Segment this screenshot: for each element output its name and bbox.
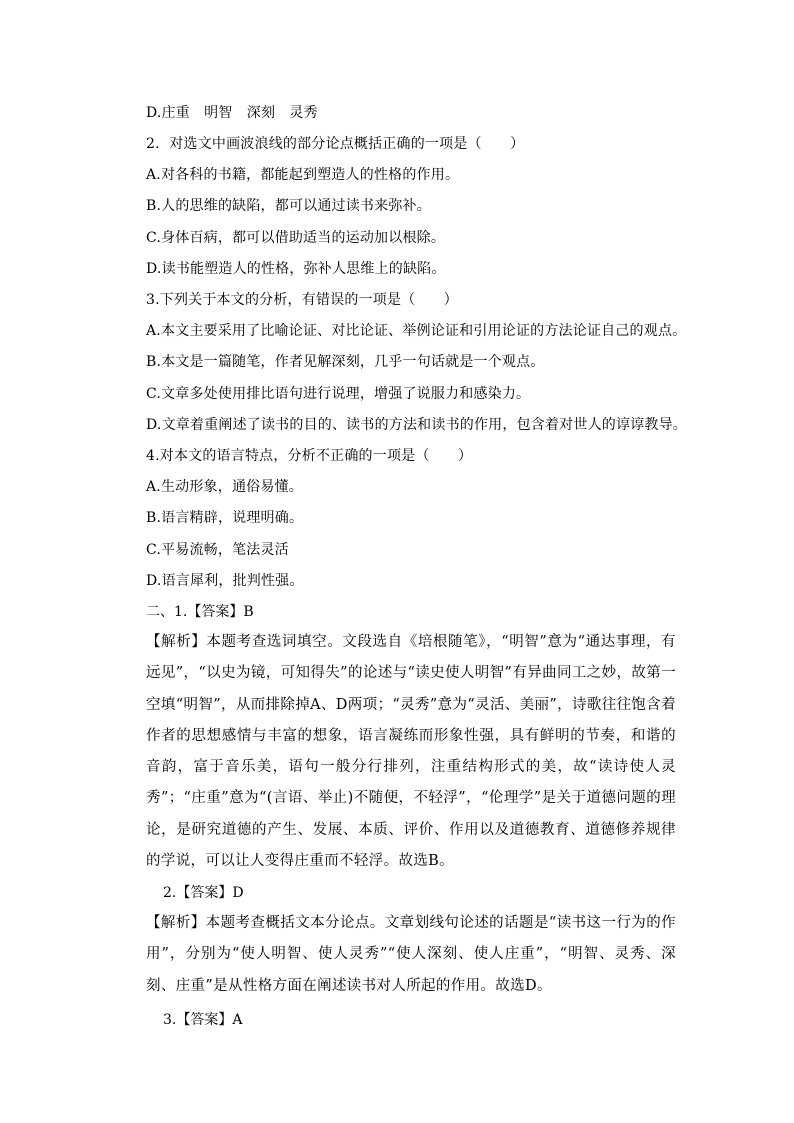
q2-stem: 2．对选文中画波浪线的部分论点概括正确的一项是（ ） [146, 136, 525, 152]
q3-stem: 3.下列关于本文的分析，有错误的一项是（ ） [146, 292, 458, 308]
q4-option-c: C.平易流畅，笔法灵活 [146, 542, 289, 558]
q4-stem: 4.对本文的语言特点，分析不正确的一项是（ ） [146, 448, 473, 464]
q1-option-d: D.庄重 明智 深刻 灵秀 [146, 105, 318, 121]
q2-option-a: A.对各科的书籍，都能起到塑造人的性格的作用。 [146, 167, 460, 183]
q3-option-d: D.文章着重阐述了读书的目的、读书的方法和读书的作用，包含着对世人的谆谆教导。 [146, 417, 687, 433]
q4-option-b: B.语言精辟，说理明确。 [146, 510, 304, 526]
answer-2-label: 2.【答案】D [163, 885, 244, 901]
answer-3-label: 3.【答案】A [163, 1012, 243, 1028]
q2-option-d: D.读书能塑造人的性格，弥补人思维上的缺陷。 [146, 261, 446, 277]
q4-option-a: A.生动形象，通俗易懂。 [146, 479, 303, 495]
answer-1-analysis: 【解析】本题考查选词填空。文段选自《培根随笔》，“明智”意为“通达事理，有远见”，“以史为镜，可知得失”的论述与“读史使人明智”有异曲同工之妙，故第一空填“明智”，从而排除掉A、D两项；“灵秀”意为“灵活、美丽”，诗歌往往饱含着作者的思想感情与丰富的想象，语言凝练而形象性强，具有鲜明的节奏，和谐的音韵，富于音乐美，语句一般分行排列，注重结构形式的美，故“读诗使人灵秀”；“庄重”意为“(言语、举止)不随便，不轻浮”，“伦理学”是关于道德问题的理论，是研究道德的产生、发展、本质、评价、作用以及道德教育、道德修养规律的学说，可以让人变得庄重而不轻浮。故选B。 [146, 634, 676, 870]
answer-1-label: 二、1.【答案】B [146, 604, 254, 620]
q2-option-c: C.身体百病，都可以借助适当的运动加以根除。 [146, 230, 446, 246]
q3-option-b: B.本文是一篇随笔，作者见解深刻，几乎一句话就是一个观点。 [146, 354, 545, 370]
answer-2-analysis: 【解析】本题考查概括文本分论点。文章划线句论述的话题是“读书这一行为的作用”，分别为“使人明智、使人灵秀”“使人深刻、使人庄重”，“明智、灵秀、深刻、庄重”是从性格方面在阐述读书对人所起的作用。故选D。 [146, 915, 676, 994]
q4-option-d: D.语言犀利，批判性强。 [146, 573, 304, 589]
q3-option-c: C.文章多处使用排比语句进行说理，增强了说服力和感染力。 [146, 386, 531, 402]
q2-option-b: B.人的思维的缺陷，都可以通过读书来弥补。 [146, 198, 431, 214]
q3-option-a: A.本文主要采用了比喻论证、对比论证、举例论证和引用论证的方法论证自己的观点。 [146, 323, 687, 339]
